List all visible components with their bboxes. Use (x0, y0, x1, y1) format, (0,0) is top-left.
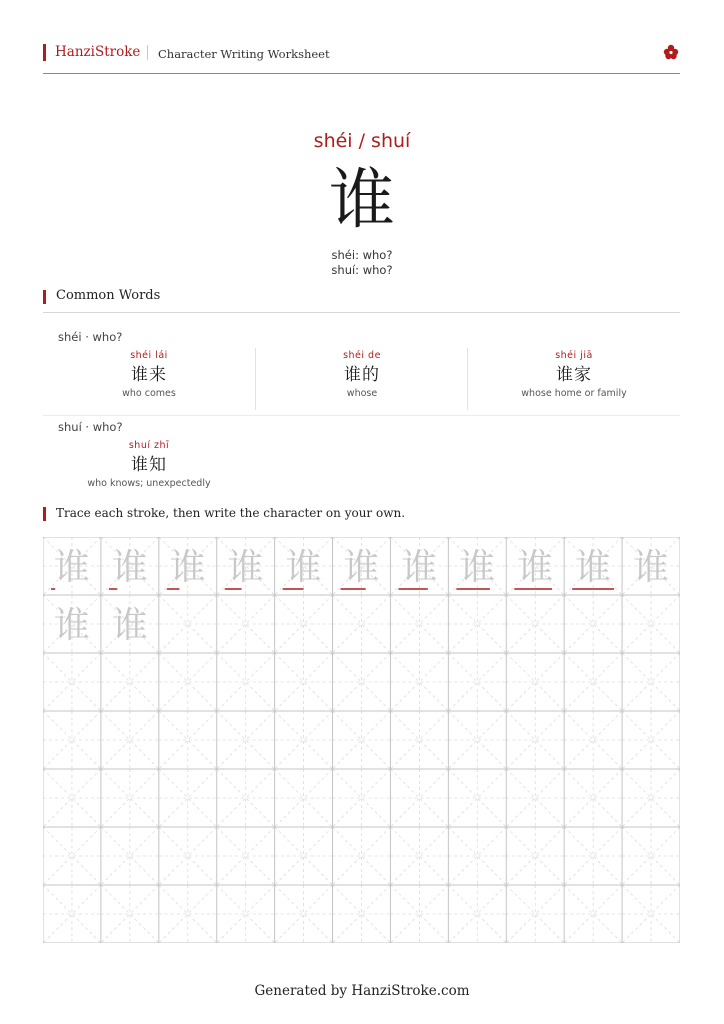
stroke-progress-mark (514, 588, 552, 590)
practice-cell[interactable] (159, 885, 217, 943)
practice-cell[interactable] (275, 885, 333, 943)
practice-cell[interactable] (275, 769, 333, 827)
practice-cell[interactable] (159, 711, 217, 769)
practice-cell[interactable] (101, 653, 159, 711)
practice-cell[interactable] (448, 769, 506, 827)
practice-cell[interactable] (217, 769, 275, 827)
word-hanzi: 谁来 (131, 365, 167, 385)
practice-cell[interactable] (390, 711, 448, 769)
word-meaning: whose home or family (521, 388, 627, 399)
practice-cell[interactable] (275, 711, 333, 769)
practice-cell[interactable] (43, 711, 101, 769)
trace-character: 谁 (401, 547, 438, 588)
practice-cell[interactable] (275, 595, 333, 653)
practice-cell[interactable] (564, 711, 622, 769)
trace-character: 谁 (575, 547, 612, 588)
practice-cell[interactable] (448, 595, 506, 653)
practice-cell[interactable] (159, 653, 217, 711)
practice-cell[interactable] (101, 595, 159, 653)
practice-cell[interactable] (333, 885, 391, 943)
practice-cell[interactable] (217, 827, 275, 885)
word-hanzi: 谁的 (344, 365, 380, 385)
practice-cell[interactable] (622, 653, 680, 711)
practice-cell[interactable] (448, 827, 506, 885)
practice-cell[interactable] (564, 537, 622, 595)
header-separator (147, 45, 148, 60)
trace-character: 谁 (343, 547, 380, 588)
trace-character: 谁 (459, 547, 496, 588)
word-pinyin: shuí zhī (128, 440, 170, 451)
trace-character: 谁 (53, 547, 90, 588)
stroke-progress-mark (109, 588, 117, 590)
practice-cell[interactable] (43, 885, 101, 943)
practice-cell[interactable] (101, 537, 159, 595)
practice-cell[interactable] (390, 595, 448, 653)
practice-cell[interactable] (275, 827, 333, 885)
practice-cell[interactable] (101, 827, 159, 885)
practice-cell[interactable] (390, 769, 448, 827)
practice-cell[interactable] (564, 885, 622, 943)
practice-cell[interactable] (506, 711, 564, 769)
meaning-1: shéi: who? (331, 248, 393, 262)
practice-cell[interactable] (43, 769, 101, 827)
word-item (256, 350, 468, 400)
practice-cell[interactable] (275, 537, 333, 595)
stroke-progress-mark (51, 588, 55, 590)
practice-cell[interactable] (333, 537, 391, 595)
practice-cell[interactable] (333, 827, 391, 885)
word-group-label: shuí · who? (58, 420, 123, 434)
practice-cell[interactable] (448, 711, 506, 769)
practice-cell[interactable] (622, 711, 680, 769)
word-meaning: who comes (122, 388, 176, 399)
practice-cell[interactable] (217, 537, 275, 595)
practice-cell[interactable] (448, 537, 506, 595)
stroke-progress-mark (283, 588, 304, 590)
word-item (468, 350, 680, 400)
trace-character: 谁 (53, 605, 90, 646)
brand-accent-bar (43, 44, 46, 61)
practice-cell[interactable] (43, 537, 101, 595)
practice-cell[interactable] (159, 769, 217, 827)
word-pinyin: shéi lái (130, 350, 168, 361)
practice-cell[interactable] (333, 653, 391, 711)
practice-cell[interactable] (564, 653, 622, 711)
practice-cell[interactable] (43, 653, 101, 711)
stroke-progress-mark (398, 588, 427, 590)
practice-cell[interactable] (564, 595, 622, 653)
trace-character: 谁 (633, 547, 670, 588)
practice-cell[interactable] (390, 537, 448, 595)
stroke-progress-mark (572, 588, 614, 590)
practice-cell[interactable] (101, 769, 159, 827)
practice-cell[interactable] (506, 827, 564, 885)
instruction-accent-bar (43, 507, 46, 521)
practice-cell[interactable] (43, 827, 101, 885)
footer-credit: Generated by HanziStroke.com (254, 983, 470, 999)
meaning-2: shuí: who? (331, 263, 393, 277)
practice-cell[interactable] (622, 827, 680, 885)
practice-cell[interactable] (390, 827, 448, 885)
practice-cell[interactable] (333, 769, 391, 827)
trace-character: 谁 (111, 547, 148, 588)
practice-cell[interactable] (622, 595, 680, 653)
flower-icon (662, 43, 680, 61)
practice-cell[interactable] (217, 885, 275, 943)
stroke-progress-mark (167, 588, 180, 590)
practice-cell[interactable] (159, 595, 217, 653)
brand-name[interactable]: HanziStroke (55, 44, 141, 60)
worksheet-header (43, 43, 680, 74)
practice-cell[interactable] (506, 653, 564, 711)
practice-cell[interactable] (390, 885, 448, 943)
practice-cell[interactable] (217, 711, 275, 769)
practice-cell[interactable] (43, 595, 101, 653)
practice-cell[interactable] (622, 769, 680, 827)
practice-cell[interactable] (448, 653, 506, 711)
practice-cell[interactable] (622, 537, 680, 595)
word-item (43, 350, 255, 400)
practice-cell[interactable] (217, 653, 275, 711)
practice-cell[interactable] (448, 885, 506, 943)
stroke-progress-mark (225, 588, 242, 590)
stroke-progress-mark (456, 588, 490, 590)
practice-cell[interactable] (159, 827, 217, 885)
trace-character: 谁 (111, 605, 148, 646)
practice-cell[interactable] (506, 885, 564, 943)
practice-cell[interactable] (506, 769, 564, 827)
main-character: 谁 (329, 161, 395, 238)
practice-cell[interactable] (564, 769, 622, 827)
worksheet-subtitle: Character Writing Worksheet (158, 47, 330, 61)
stroke-progress-mark (341, 588, 366, 590)
word-meaning: whose (346, 388, 378, 399)
practice-cell[interactable] (622, 885, 680, 943)
word-group-label: shéi · who? (58, 330, 123, 344)
word-pinyin: shéi de (343, 350, 381, 361)
word-item (43, 440, 255, 490)
practice-cell[interactable] (101, 885, 159, 943)
practice-cell[interactable] (159, 537, 217, 595)
word-meaning: who knows; unexpectedly (87, 478, 211, 489)
trace-character: 谁 (285, 547, 322, 588)
section-accent-bar (43, 290, 46, 304)
practice-cell[interactable] (275, 653, 333, 711)
trace-character: 谁 (517, 547, 554, 588)
practice-cell[interactable] (506, 595, 564, 653)
word-pinyin: shéi jiā (555, 350, 593, 361)
word-group-divider (43, 415, 680, 416)
practice-cell[interactable] (101, 711, 159, 769)
practice-cell[interactable] (506, 537, 564, 595)
practice-cell[interactable] (217, 595, 275, 653)
practice-cell[interactable] (390, 653, 448, 711)
section-title: Common Words (56, 288, 161, 303)
practice-instruction: Trace each stroke, then write the character on your own. (56, 506, 406, 520)
practice-cell[interactable] (564, 827, 622, 885)
section-divider (43, 312, 680, 313)
trace-character: 谁 (227, 547, 264, 588)
practice-cell[interactable] (333, 711, 391, 769)
word-hanzi: 谁知 (131, 455, 167, 475)
word-hanzi: 谁家 (556, 365, 592, 385)
character-pinyin: shéi / shuí (313, 130, 411, 152)
practice-cell[interactable] (333, 595, 391, 653)
trace-character: 谁 (169, 547, 206, 588)
practice-grid[interactable] (43, 537, 680, 943)
